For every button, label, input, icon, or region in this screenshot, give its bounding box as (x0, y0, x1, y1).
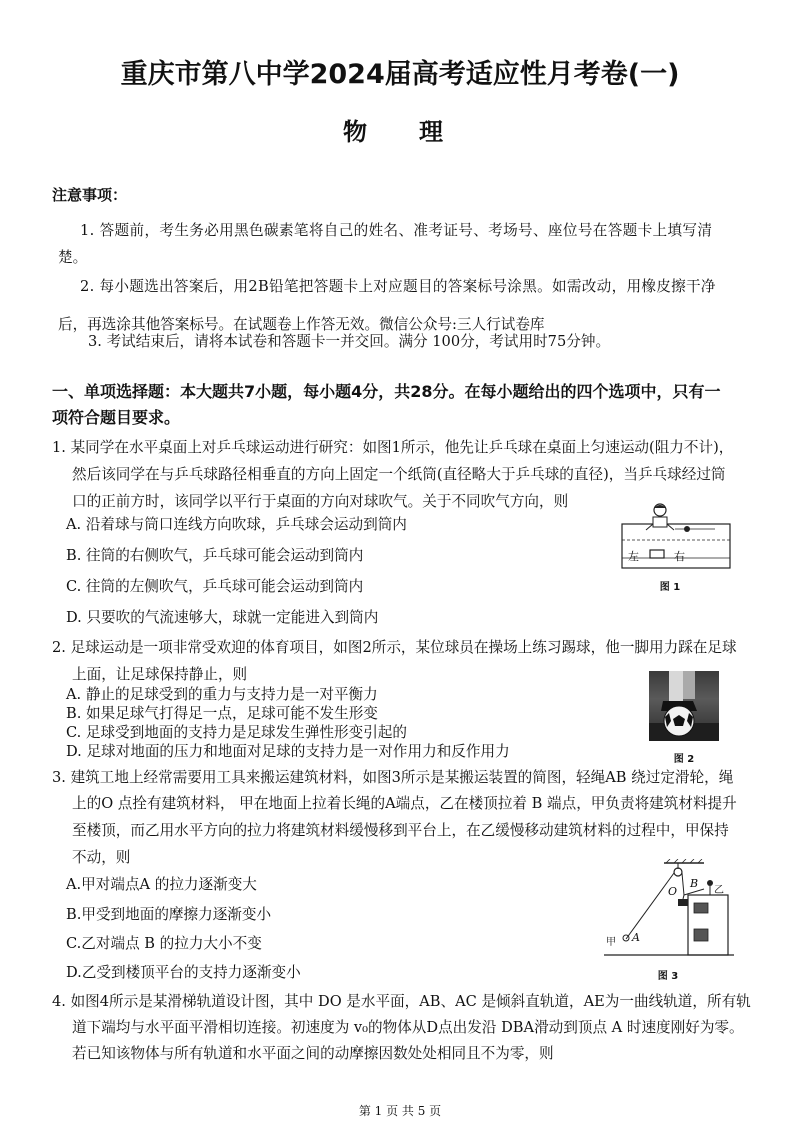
notice-item-2: 2. 每小题选出答案后，用2B铅笔把答题卡上对应题目的答案标号涂黑。如需改动，用橡皮擦干净 (80, 278, 716, 295)
figure-2-photo (649, 671, 719, 741)
q3-stem-2: 上的O 点拴有建筑材料， 甲在地面上拉着长绳的A端点，乙在楼顶拉着 B 端点，甲负责将建筑材料提升 (72, 795, 737, 812)
notice-item-3: 3. 考试结束后，请将本试卷和答题卡一并交回。满分 100分，考试用时75分钟。 (88, 333, 611, 350)
section-heading: 一、单项选择题：本大题共7小题，每小题4分，共28分。在每小题给出的四个选项中，只有一 (52, 382, 721, 401)
figure-3-label-o: O (668, 885, 678, 898)
q2-option-a: A. 静止的足球受到的重力与支持力是一对平衡力 (66, 686, 378, 703)
page-footer: 第 1 页 共 5 页 (358, 1104, 442, 1118)
q3-stem-3: 至楼顶，而乙用水平方向的拉力将建筑材料缓慢移到平台上，在乙缓慢移动建筑材料的过程中，甲保持 (72, 822, 729, 839)
figure-1-left-label: 左 (628, 550, 639, 563)
q2-stem-2: 上面，让足球保持静止，则 (72, 666, 248, 683)
q1-stem-3: 口的正前方时，该同学以平行于桌面的方向对球吹气。关于不同吹气方向，则 (72, 493, 569, 510)
q3-option-b: B.甲受到地面的摩擦力逐渐变小 (66, 906, 272, 923)
q3-option-a: A.甲对端点A 的拉力逐渐变大 (66, 876, 257, 893)
figure-1 (620, 500, 735, 572)
q4-stem-2: 道下端均与水平面平滑相切连接。初速度为 v₀的物体从D点出发沿 DBA滑动到顶点 A 时速度刚好为零。 (72, 1019, 744, 1036)
q1-option-c: C. 往筒的左侧吹气，乒乓球可能会运动到筒内 (66, 578, 364, 595)
figure-3 (604, 859, 734, 961)
q3-stem-4: 不动，则 (72, 849, 131, 866)
subject-title: 物 理 (343, 118, 457, 146)
figure-3-label-yi: 乙 (714, 885, 724, 896)
figure-3-label-jia: 甲 (606, 937, 616, 948)
notice-item-1-cont: 楚。 (58, 249, 88, 266)
figure-1-right-label: 右 (674, 550, 685, 563)
q1-option-b: B. 往筒的右侧吹气，乒乓球可能会运动到筒内 (66, 547, 364, 564)
q1-option-a: A. 沿着球与筒口连线方向吹球，乒乓球会运动到筒内 (66, 516, 407, 533)
notice-item-1: 1. 答题前，考生务必用黑色碳素笔将自己的姓名、准考证号、考场号、座位号在答题卡上填写清 (80, 222, 713, 239)
exam-title: 重庆市第八中学2024届高考适应性月考卷(一) (120, 59, 680, 90)
section-heading-cont: 项符合题目要求。 (52, 408, 181, 427)
q4-stem: 4. 如图4所示是某滑梯轨道设计图，其中 DO 是水平面，AB、AC 是倾斜直轨道，AE为一曲线轨道，所有轨 (52, 993, 751, 1010)
figure-3-label-b: B (690, 877, 699, 890)
q1-option-d: D. 只要吹的气流速够大，球就一定能进入到筒内 (66, 609, 379, 626)
q2-option-b: B. 如果足球气打得足一点，足球可能不发生形变 (66, 705, 378, 722)
figure-3-caption: 图 3 (657, 971, 679, 982)
q2-option-d: D. 足球对地面的压力和地面对足球的支持力是一对作用力和反作用力 (66, 743, 510, 760)
figure-2-caption: 图 2 (673, 754, 695, 765)
q2-stem: 2. 足球运动是一项非常受欢迎的体育项目，如图2所示，某位球员在操场上练习踢球，他一脚用力踩在足球 (52, 639, 737, 656)
q3-option-c: C.乙对端点 B 的拉力大小不变 (66, 935, 262, 952)
figure-3-drawing (604, 859, 734, 961)
figure-1-caption: 图 1 (659, 582, 681, 593)
figure-3-label-a: A (632, 931, 640, 944)
notice-heading: 注意事项： (52, 186, 128, 204)
q3-option-d: D.乙受到楼顶平台的支持力逐渐变小 (66, 964, 301, 981)
q2-option-c: C. 足球受到地面的支持力是足球发生弹性形变引起的 (66, 724, 407, 741)
figure-2-drawing (649, 671, 719, 741)
q1-stem-2: 然后该同学在与乒乓球路径相垂直的方向上固定一个纸筒(直径略大于乒乓球的直径)，当乒乓球经过筒 (72, 466, 726, 483)
q3-stem: 3. 建筑工地上经常需要用工具来搬运建筑材料，如图3所示是某搬运装置的简图，轻绳AB 绕过定滑轮，绳 (52, 769, 734, 786)
notice-item-2-cont: 后，再选涂其他答案标号。在试题卷上作答无效。微信公众号:三人行试卷库 (58, 316, 545, 333)
q4-stem-3: 若已知该物体与所有轨道和水平面之间的动摩擦因数处处相同且不为零，则 (72, 1045, 554, 1062)
q1-stem: 1. 某同学在水平桌面上对乒乓球运动进行研究：如图1所示，他先让乒乓球在桌面上匀速运动(阻力不计)， (52, 439, 734, 456)
